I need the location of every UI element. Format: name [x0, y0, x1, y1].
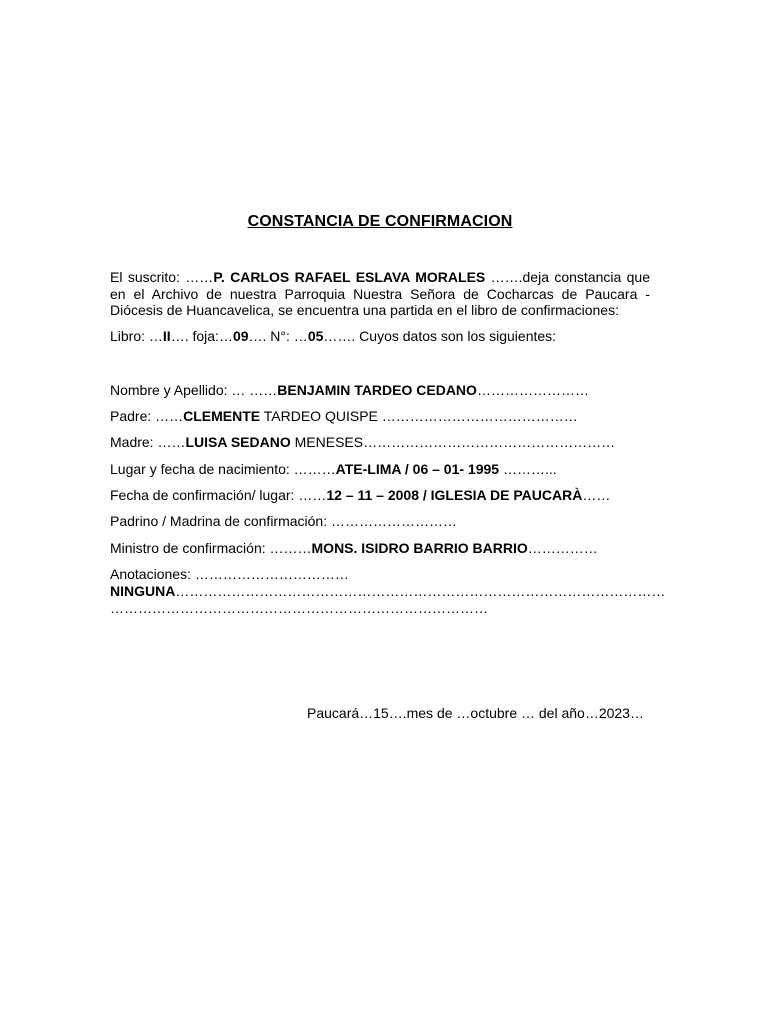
numero-value: 05	[307, 328, 324, 344]
field-padre	[110, 408, 578, 425]
priest-name: P. CARLOS RAFAEL ESLAVA MORALES	[213, 269, 486, 285]
field-nombre	[110, 382, 589, 399]
intro-paragraph	[110, 269, 650, 319]
padre-value-bold: CLEMENTE	[183, 408, 261, 424]
field-padrino	[110, 513, 457, 530]
field-madre	[110, 434, 615, 451]
madre-value-bold: LUISA SEDANO	[185, 434, 291, 450]
nacimiento-label: Lugar y fecha de nacimiento: ………	[110, 461, 336, 477]
anotaciones-continuation: ………………………………………………………………………	[110, 600, 488, 616]
nombre-tail: ……………………	[476, 382, 589, 398]
ministro-value: MONS. ISIDRO BARRIO BARRIO	[311, 540, 528, 556]
anotaciones-value-line	[110, 583, 665, 600]
padrino-label: Padrino / Madrina de confirmación: ………………………	[110, 513, 457, 529]
nacimiento-value: ATE-LIMA / 06 – 01- 1995	[335, 461, 500, 477]
madre-label: Madre: ……	[110, 434, 186, 450]
foja-label: …. foja:…	[170, 328, 233, 344]
book-tail: ……. Cuyos datos son los siguientes:	[323, 328, 557, 344]
numero-label: …. N°: …	[248, 328, 308, 344]
field-anotaciones	[110, 566, 349, 583]
anotaciones-label: Anotaciones: ……………………………	[110, 566, 349, 582]
book-reference-line	[110, 328, 556, 345]
padre-value-rest: TARDEO QUISPE ……………………………………	[260, 408, 578, 424]
nombre-value: BENJAMIN TARDEO CEDANO	[277, 382, 477, 398]
field-ministro	[110, 540, 598, 557]
closing-date: Paucará…15….mes de …octubre … del año…2023…	[307, 705, 644, 721]
field-confirmacion	[110, 487, 610, 504]
confirmacion-value: 12 – 11 – 2008 / IGLESIA DE PAUCARÀ	[326, 487, 583, 503]
confirmacion-label: Fecha de confirmación/ lugar: ……	[110, 487, 327, 503]
confirmacion-tail: ……	[582, 487, 611, 503]
nombre-label: Nombre y Apellido: … ……	[110, 382, 278, 398]
intro-prefix: El suscrito: ……	[110, 269, 214, 285]
nacimiento-tail: ………...	[499, 461, 557, 477]
field-nacimiento	[110, 461, 557, 478]
anotaciones-tail: ……………………………………………………………………………………………	[175, 583, 666, 599]
anotaciones-value: NINGUNA	[110, 583, 176, 599]
libro-value: II	[162, 328, 171, 344]
intro-suffix: …….deja constancia que en el Archivo de nuestra Parroquia Nuestra Señora de Cocharcas de Paucara - Diócesis de Huancavelica, se encuentra una partida en el libro de confirmaciones:	[110, 269, 650, 318]
madre-value-rest: MENESES………………………………………………	[290, 434, 616, 450]
ministro-tail: ……………	[527, 540, 598, 556]
padre-label: Padre: ……	[110, 408, 184, 424]
libro-label: Libro: …	[110, 328, 163, 344]
foja-value: 09	[232, 328, 249, 344]
document-title: CONSTANCIA DE CONFIRMACION	[247, 213, 513, 230]
ministro-label: Ministro de confirmación: ………	[110, 540, 312, 556]
